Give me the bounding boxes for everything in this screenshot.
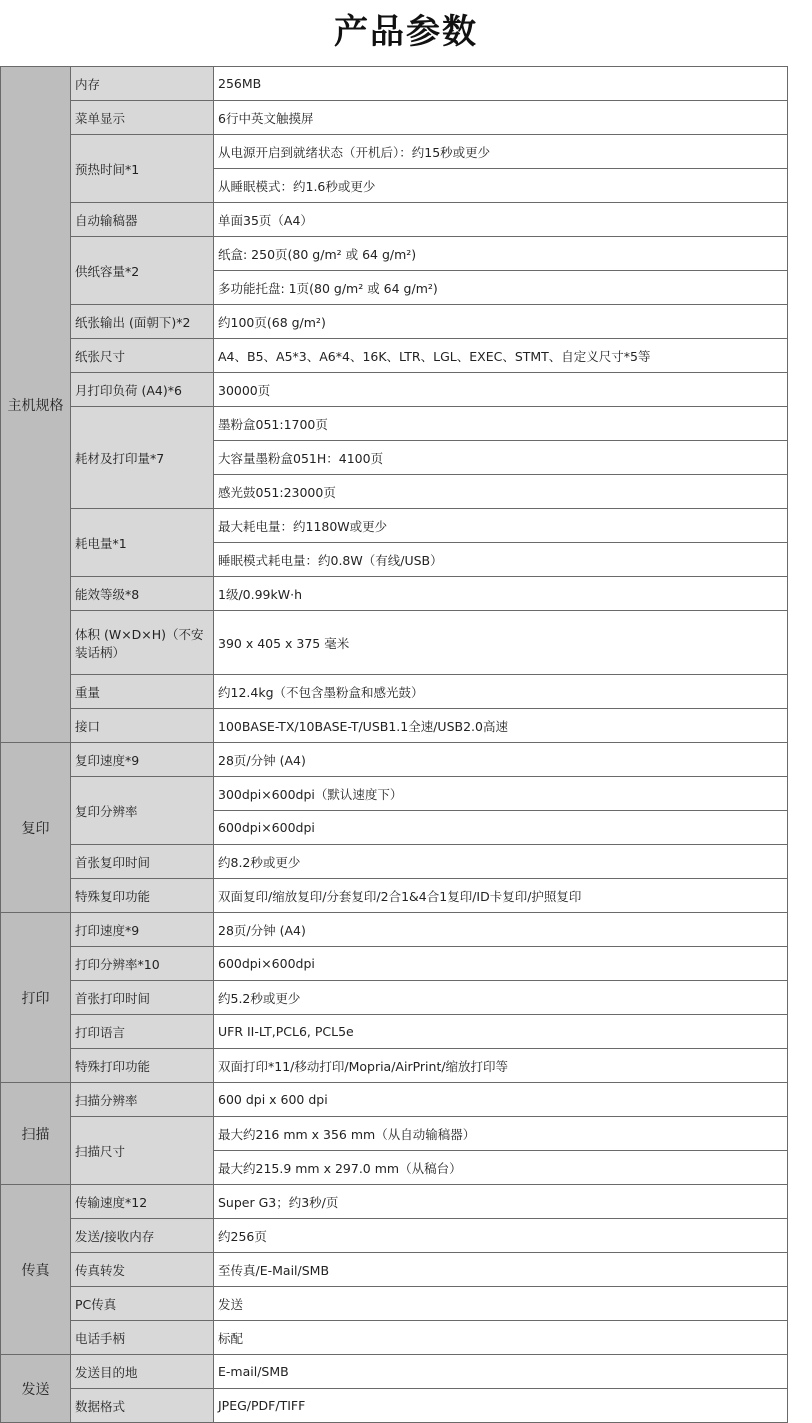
param-value: 墨粉盒051:1700页 — [214, 407, 788, 441]
param-label: 菜单显示 — [71, 101, 214, 135]
param-value: 约8.2秒或更少 — [214, 845, 788, 879]
section-category: 传真 — [1, 1185, 71, 1355]
param-label: 扫描分辨率 — [71, 1083, 214, 1117]
spec-row — [1, 675, 788, 709]
param-label: 特殊打印功能 — [71, 1049, 214, 1083]
param-value: 256MB — [214, 67, 788, 101]
param-value: JPEG/PDF/TIFF — [214, 1389, 788, 1423]
spec-row — [1, 135, 788, 169]
spec-row — [1, 1015, 788, 1049]
param-label: 重量 — [71, 675, 214, 709]
param-value: 单面35页（A4） — [214, 203, 788, 237]
spec-row — [1, 981, 788, 1015]
section-category: 扫描 — [1, 1083, 71, 1185]
param-value: UFR II-LT,PCL6, PCL5e — [214, 1015, 788, 1049]
param-value: 纸盒: 250页(80 g/m² 或 64 g/m²) — [214, 237, 788, 271]
spec-row — [1, 1185, 788, 1219]
spec-row — [1, 305, 788, 339]
param-value: 300dpi×600dpi（默认速度下） — [214, 777, 788, 811]
param-label: 传真转发 — [71, 1253, 214, 1287]
param-label: 纸张尺寸 — [71, 339, 214, 373]
param-value: 约100页(68 g/m²) — [214, 305, 788, 339]
spec-row — [1, 845, 788, 879]
param-value: 600dpi×600dpi — [214, 811, 788, 845]
spec-row — [1, 743, 788, 777]
spec-row — [1, 947, 788, 981]
spec-row — [1, 1049, 788, 1083]
param-value: Super G3；约3秒/页 — [214, 1185, 788, 1219]
spec-table — [0, 66, 788, 1423]
param-value: 28页/分钟 (A4) — [214, 743, 788, 777]
param-label: PC传真 — [71, 1287, 214, 1321]
spec-row — [1, 373, 788, 407]
param-label: 首张打印时间 — [71, 981, 214, 1015]
param-value: 大容量墨粉盒051H：4100页 — [214, 441, 788, 475]
param-label: 打印分辨率*10 — [71, 947, 214, 981]
param-value: 发送 — [214, 1287, 788, 1321]
param-label: 供纸容量*2 — [71, 237, 214, 305]
param-label: 数据格式 — [71, 1389, 214, 1423]
section-category: 复印 — [1, 743, 71, 913]
param-value: 多功能托盘: 1页(80 g/m² 或 64 g/m²) — [214, 271, 788, 305]
param-value: 600dpi×600dpi — [214, 947, 788, 981]
spec-row — [1, 913, 788, 947]
param-label: 扫描尺寸 — [71, 1117, 214, 1185]
param-value: 1级/0.99kW·h — [214, 577, 788, 611]
spec-row — [1, 407, 788, 441]
param-label: 打印速度*9 — [71, 913, 214, 947]
spec-row — [1, 1287, 788, 1321]
param-value: 从电源开启到就绪状态（开机后）：约15秒或更少 — [214, 135, 788, 169]
spec-row — [1, 577, 788, 611]
section-category: 主机规格 — [1, 67, 71, 743]
section-category: 打印 — [1, 913, 71, 1083]
param-label: 体积 (W×D×H)（不安装话柄） — [71, 611, 214, 675]
param-value: 600 dpi x 600 dpi — [214, 1083, 788, 1117]
param-label: 纸张输出 (面朝下)*2 — [71, 305, 214, 339]
spec-row — [1, 611, 788, 675]
spec-row — [1, 509, 788, 543]
param-label: 接口 — [71, 709, 214, 743]
param-value: 标配 — [214, 1321, 788, 1355]
param-label: 能效等级*8 — [71, 577, 214, 611]
param-value: 最大约216 mm x 356 mm（从自动输稿器） — [214, 1117, 788, 1151]
spec-row — [1, 1389, 788, 1423]
spec-row — [1, 203, 788, 237]
spec-row — [1, 879, 788, 913]
param-label: 内存 — [71, 67, 214, 101]
spec-row — [1, 777, 788, 811]
param-value: A4、B5、A5*3、A6*4、16K、LTR、LGL、EXEC、STMT、自定义尺寸*5等 — [214, 339, 788, 373]
param-value: 约5.2秒或更少 — [214, 981, 788, 1015]
param-value: 100BASE-TX/10BASE-T/USB1.1全速/USB2.0高速 — [214, 709, 788, 743]
param-value: 双面复印/缩放复印/分套复印/2合1&4合1复印/ID卡复印/护照复印 — [214, 879, 788, 913]
param-label: 发送目的地 — [71, 1355, 214, 1389]
param-value: 从睡眠模式：约1.6秒或更少 — [214, 169, 788, 203]
spec-row — [1, 1083, 788, 1117]
param-value: 约12.4kg（不包含墨粉盒和感光鼓） — [214, 675, 788, 709]
spec-row — [1, 101, 788, 135]
param-value: 30000页 — [214, 373, 788, 407]
param-label: 预热时间*1 — [71, 135, 214, 203]
param-label: 耗电量*1 — [71, 509, 214, 577]
param-value: E-mail/SMB — [214, 1355, 788, 1389]
param-value: 约256页 — [214, 1219, 788, 1253]
spec-row — [1, 1219, 788, 1253]
spec-row — [1, 709, 788, 743]
param-value: 28页/分钟 (A4) — [214, 913, 788, 947]
param-label: 自动输稿器 — [71, 203, 214, 237]
param-label: 打印语言 — [71, 1015, 214, 1049]
param-value: 睡眠模式耗电量：约0.8W（有线/USB） — [214, 543, 788, 577]
param-value: 至传真/E-Mail/SMB — [214, 1253, 788, 1287]
spec-row — [1, 1117, 788, 1151]
page-title: 产品参数 — [334, 12, 478, 52]
param-label: 发送/接收内存 — [71, 1219, 214, 1253]
param-value: 双面打印*11/移动打印/Mopria/AirPrint/缩放打印等 — [214, 1049, 788, 1083]
param-value: 390 x 405 x 375 毫米 — [214, 611, 788, 675]
param-label: 耗材及打印量*7 — [71, 407, 214, 509]
param-value: 6行中英文触摸屏 — [214, 101, 788, 135]
param-value: 最大耗电量：约1180W或更少 — [214, 509, 788, 543]
param-label: 传输速度*12 — [71, 1185, 214, 1219]
param-label: 首张复印时间 — [71, 845, 214, 879]
param-label: 月打印负荷 (A4)*6 — [71, 373, 214, 407]
param-value: 感光鼓051:23000页 — [214, 475, 788, 509]
spec-row — [1, 339, 788, 373]
spec-row — [1, 1253, 788, 1287]
spec-row — [1, 67, 788, 101]
param-label: 复印速度*9 — [71, 743, 214, 777]
section-category: 发送 — [1, 1355, 71, 1423]
param-label: 电话手柄 — [71, 1321, 214, 1355]
param-value: 最大约215.9 mm x 297.0 mm（从稿台） — [214, 1151, 788, 1185]
spec-row — [1, 1355, 788, 1389]
spec-row — [1, 1321, 788, 1355]
param-label: 复印分辨率 — [71, 777, 214, 845]
spec-row — [1, 237, 788, 271]
param-label: 特殊复印功能 — [71, 879, 214, 913]
